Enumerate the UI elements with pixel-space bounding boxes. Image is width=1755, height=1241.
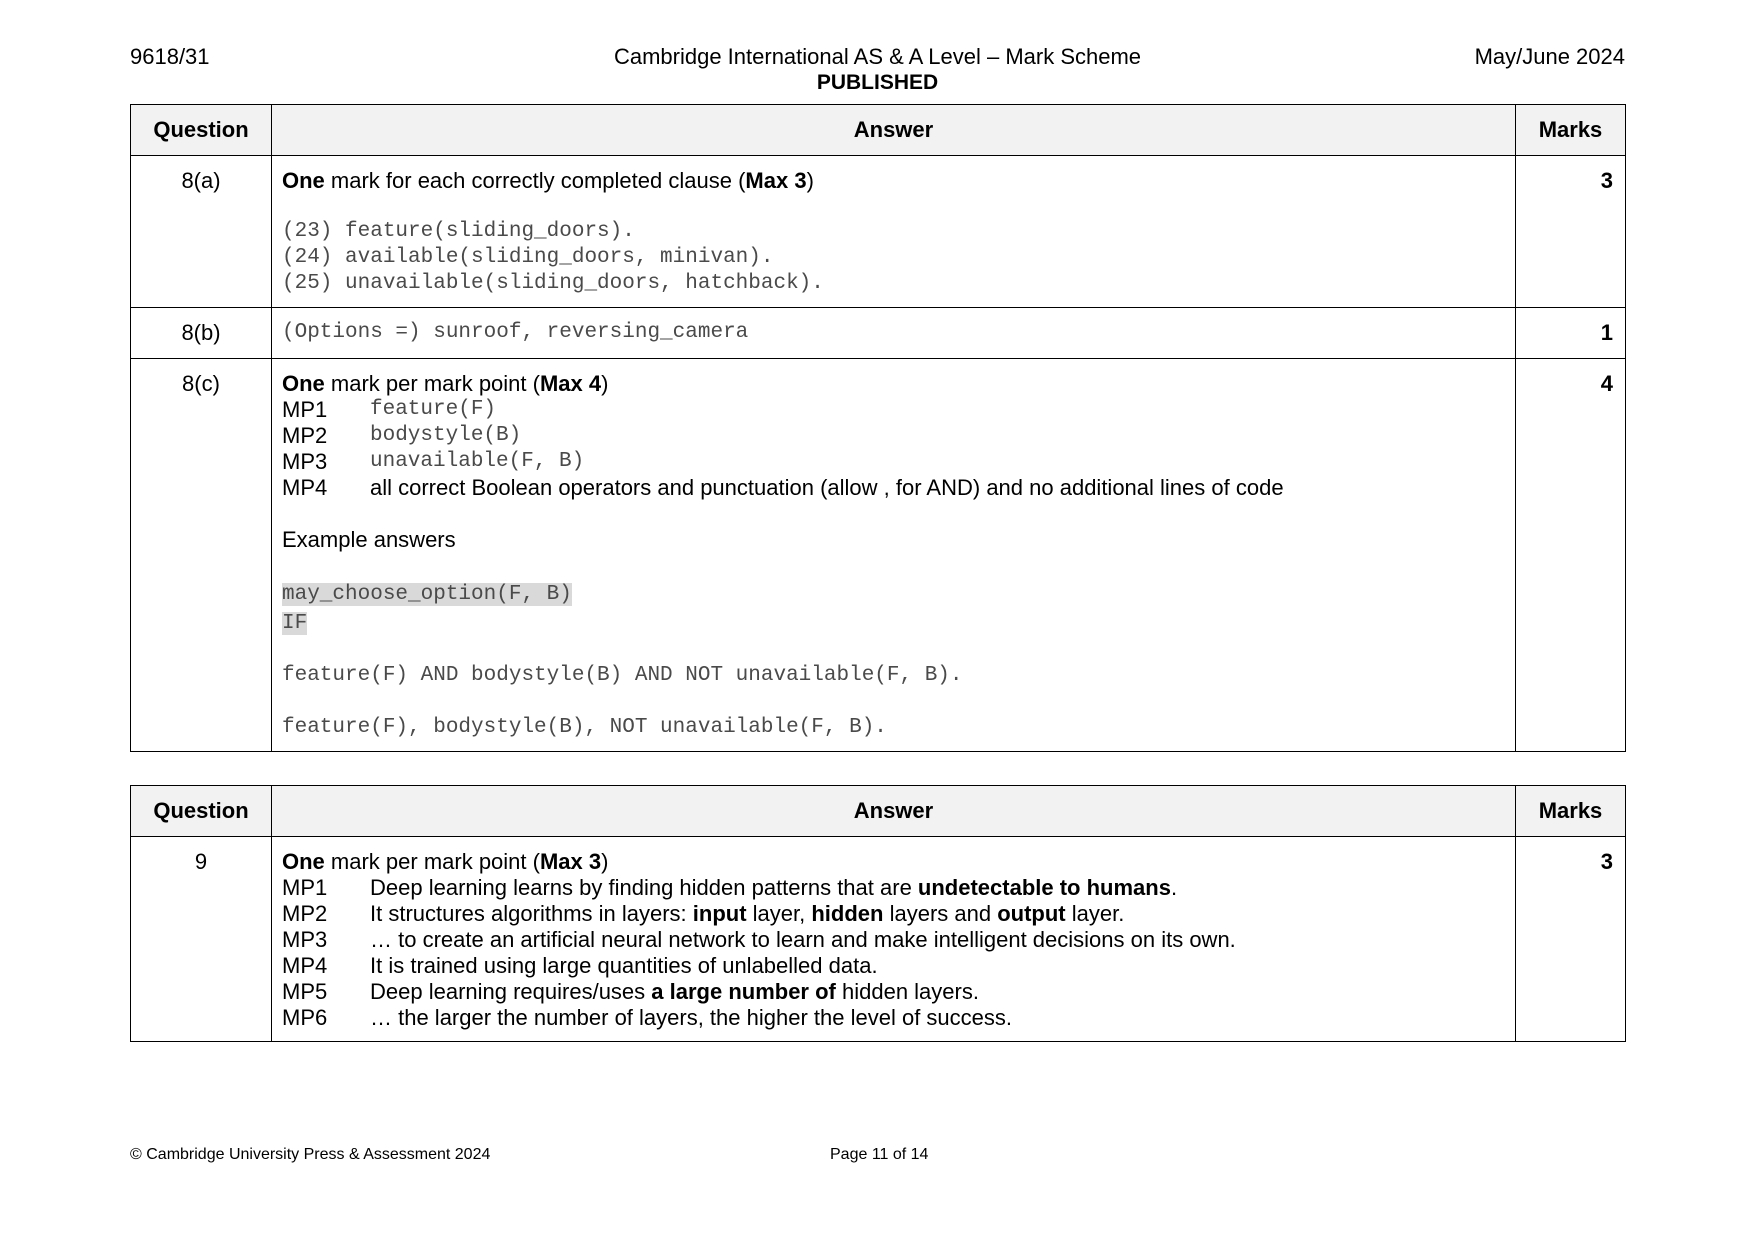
exam-session: May/June 2024 <box>1474 44 1625 69</box>
marks-column-header: Marks <box>1516 786 1626 837</box>
table-row-8a <box>131 156 1626 308</box>
table-header-row <box>131 105 1626 156</box>
copyright-notice: © Cambridge University Press & Assessment 2024 <box>130 1146 491 1163</box>
answer-intro: One mark per mark point (Max 4) <box>282 371 609 396</box>
answer-cell <box>272 308 1516 359</box>
answer-cell <box>272 156 1516 308</box>
mark-point: MP2 It structures algorithms in layers: input layer, hidden layers and output layer. <box>282 901 1125 926</box>
example-if: IF <box>282 612 308 635</box>
question-column-header: Question <box>131 105 272 156</box>
mark-scheme-table-q8 <box>130 104 1626 752</box>
answer-intro: One mark for each correctly completed clause (Max 3) <box>282 168 814 193</box>
paper-code: 9618/31 <box>130 44 210 69</box>
mark-point: MP1 feature(F) <box>282 397 497 422</box>
marks-value: 1 <box>1516 308 1626 359</box>
answer-cell <box>272 359 1516 752</box>
code-line: (Options =) sunroof, reversing_camera <box>282 321 749 344</box>
mark-point: MP3 unavailable(F, B) <box>282 449 585 474</box>
answer-column-header: Answer <box>272 105 1516 156</box>
example-answer-2: feature(F), bodystyle(B), NOT unavailable(F, B). <box>282 716 887 739</box>
answer-cell <box>272 837 1516 1042</box>
question-number: 8(c) <box>131 359 272 752</box>
marks-column-header: Marks <box>1516 105 1626 156</box>
table-row-9 <box>131 837 1626 1042</box>
mark-scheme-table-q9 <box>130 785 1626 1042</box>
page-number: Page 11 of 14 <box>830 1146 929 1163</box>
mark-point: MP5 Deep learning requires/uses a large number of hidden layers. <box>282 979 979 1004</box>
code-line: (23) feature(sliding_doors). <box>282 220 635 243</box>
question-number: 8(b) <box>131 308 272 359</box>
mark-point: MP6 … the larger the number of layers, the higher the level of success. <box>282 1005 1012 1030</box>
example-rule-head: may_choose_option(F, B) <box>282 583 572 606</box>
example-answer-1: feature(F) AND bodystyle(B) AND NOT unavailable(F, B). <box>282 664 963 687</box>
table-row-8b <box>131 308 1626 359</box>
mark-point: MP2 bodystyle(B) <box>282 423 522 448</box>
title-text: Cambridge International AS & A Level – Mark Scheme <box>613 44 1142 69</box>
code-line: (25) unavailable(sliding_doors, hatchback). <box>282 272 824 295</box>
marks-value: 3 <box>1516 156 1626 308</box>
marks-value: 4 <box>1516 359 1626 752</box>
mark-point: MP4 It is trained using large quantities of unlabelled data. <box>282 953 878 978</box>
answer-column-header: Answer <box>272 786 1516 837</box>
mark-point: MP4 all correct Boolean operators and punctuation (allow , for AND) and no additional lines of code <box>282 475 1284 500</box>
answer-intro: One mark per mark point (Max 3) <box>282 849 609 874</box>
question-column-header: Question <box>131 786 272 837</box>
example-heading: Example answers <box>282 527 456 552</box>
mark-point: MP1 Deep learning learns by finding hidden patterns that are undetectable to humans. <box>282 875 1178 900</box>
table-header-row <box>131 786 1626 837</box>
code-line: (24) available(sliding_doors, minivan). <box>282 246 774 269</box>
table-row-8c <box>131 359 1626 752</box>
marks-value: 3 <box>1516 837 1626 1042</box>
question-number: 9 <box>131 837 272 1042</box>
mark-point: MP3 … to create an artificial neural network to learn and make intelligent decisions on its own. <box>282 927 1236 952</box>
published-label: PUBLISHED <box>816 71 939 94</box>
question-number: 8(a) <box>131 156 272 308</box>
